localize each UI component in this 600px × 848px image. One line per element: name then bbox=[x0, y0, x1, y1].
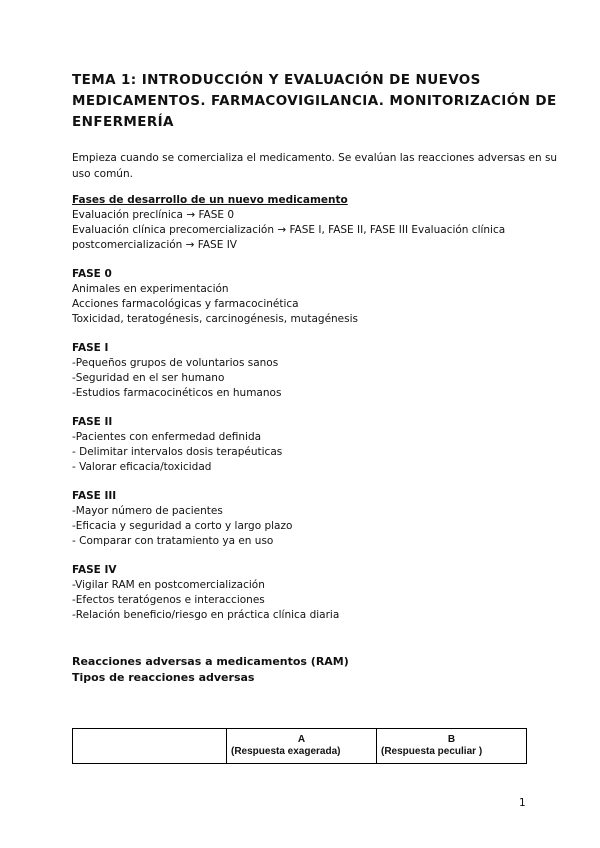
table-row bbox=[73, 729, 527, 764]
section-line: - Valorar eficacia/toxicidad bbox=[72, 461, 212, 473]
table-cell-type-b bbox=[377, 729, 527, 764]
document-title bbox=[72, 70, 557, 133]
section-fases-desarrollo bbox=[72, 193, 542, 253]
ram-heading: Reacciones adversas a medicamentos (RAM) bbox=[72, 655, 349, 668]
section-line: - Comparar con tratamiento ya en uso bbox=[72, 535, 274, 547]
section-line: -Efectos teratógenos e interacciones bbox=[72, 594, 265, 606]
section-line: Animales en experimentación bbox=[72, 283, 229, 295]
section-line: -Relación beneficio/riesgo en práctica clínica diaria bbox=[72, 609, 340, 621]
section-line: Acciones farmacológicas y farmacocinética bbox=[72, 298, 299, 310]
section-heading: FASE IV bbox=[72, 564, 117, 576]
section-fase-3 bbox=[72, 489, 542, 549]
section-line: postcomercialización → FASE IV bbox=[72, 239, 237, 251]
type-a-letter: A bbox=[297, 734, 306, 745]
section-line: -Seguridad en el ser humano bbox=[72, 372, 225, 384]
intro-line-1: Empieza cuando se comercializa el medicamento. Se evalúan las reacciones adversas en su bbox=[72, 152, 558, 164]
section-line: -Eficacia y seguridad a corto y largo plazo bbox=[72, 520, 293, 532]
type-b-letter: B bbox=[447, 734, 456, 745]
type-a-description: (Respuesta exagerada) bbox=[231, 746, 341, 757]
ram-subheading: Tipos de reacciones adversas bbox=[72, 671, 255, 684]
section-line: -Mayor número de pacientes bbox=[72, 505, 223, 517]
section-line: -Pacientes con enfermedad definida bbox=[72, 431, 262, 443]
section-line: - Delimitar intervalos dosis terapéuticas bbox=[72, 446, 283, 458]
section-line: -Estudios farmacocinéticos en humanos bbox=[72, 387, 282, 399]
section-line: -Vigilar RAM en postcomercialización bbox=[72, 579, 265, 591]
section-heading: Fases de desarrollo de un nuevo medicamento bbox=[72, 194, 348, 206]
section-fase-1 bbox=[72, 341, 542, 401]
section-heading: FASE I bbox=[72, 342, 109, 354]
section-fase-2 bbox=[72, 415, 542, 475]
section-fase-4 bbox=[72, 563, 542, 623]
section-fase-0 bbox=[72, 267, 542, 327]
ram-types-table bbox=[72, 728, 527, 764]
table-cell-type-a bbox=[227, 729, 377, 764]
section-line: -Pequeños grupos de voluntarios sanos bbox=[72, 357, 279, 369]
section-line: Evaluación preclínica → FASE 0 bbox=[72, 209, 235, 221]
table-cell-empty bbox=[73, 729, 227, 764]
title-line-1: TEMA 1: INTRODUCCIÓN Y EVALUACIÓN DE NUEVOS bbox=[72, 72, 481, 88]
title-line-3: ENFERMERÍA bbox=[72, 114, 174, 130]
section-heading: FASE 0 bbox=[72, 268, 112, 280]
section-line: Toxicidad, teratogénesis, carcinogénesis, mutagénesis bbox=[72, 313, 359, 325]
title-line-2: MEDICAMENTOS. FARMACOVIGILANCIA. MONITORIZACIÓN DE bbox=[72, 93, 557, 109]
section-heading: FASE III bbox=[72, 490, 117, 502]
intro-paragraph bbox=[72, 150, 558, 182]
page-number: 1 bbox=[519, 797, 526, 809]
section-ram bbox=[72, 654, 542, 686]
intro-line-2: uso común. bbox=[72, 168, 133, 180]
type-b-description: (Respuesta peculiar ) bbox=[381, 746, 483, 757]
section-line: Evaluación clínica precomercialización → FASE I, FASE II, FASE III Evaluación clínica bbox=[72, 224, 506, 236]
section-heading: FASE II bbox=[72, 416, 113, 428]
